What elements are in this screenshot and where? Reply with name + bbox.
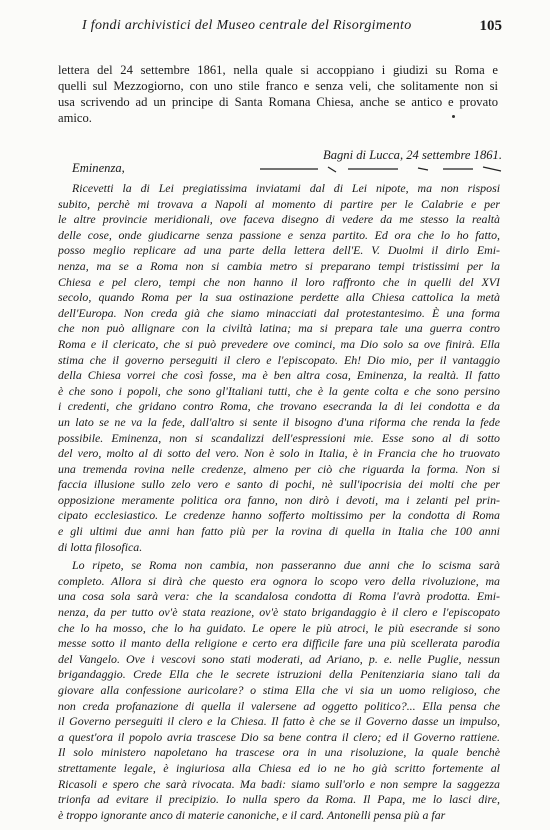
letter-line: i credenti, che gridano contro Roma, che trovano esecranda la di lei condotta e da — [58, 399, 500, 414]
intro-paragraph — [58, 62, 498, 126]
letter-line: che lo ha mosso, che lo ha guidato. Le opere le più atroci, le più esecrande si sono — [58, 620, 500, 635]
letter-line: opposizione meramente politica ora fanno, non dirò i devoti, ma i zelanti pel prin- — [58, 492, 500, 507]
intro-line: amico. — [58, 111, 92, 125]
letter-paragraph-2 — [58, 558, 500, 823]
intro-line: quelli sul Mezzogiorno, con uno stile franco e senza veli, che solitamente non si — [58, 79, 498, 93]
letter-line: il Governo perseguiti il clero e la Chiesa. Il fatto è che se il Governo dasse un impulso, — [58, 714, 500, 729]
letter-line: non creda profanazione di quella il valersene ad oggetto politico?... Ella pensa che — [58, 698, 500, 713]
letter-line: Il solo ministero napoletano ha trascese ora in una risoluzione, la quale benchè — [58, 745, 500, 760]
letter-line: posso meglio replicare ad una parte della lettera dell'E. V. Duolmi il dirlo Emi- — [58, 243, 500, 258]
letter-line: messe sotto il manto della religione e certo era difficile fare una più scellerata parodia — [58, 636, 500, 651]
letter-line: di lotta filosofica. — [58, 539, 143, 554]
letter-line: strettamente legale, è ingiuriosa alla Chiesa ed io ne ho già scritto fortemente al — [58, 760, 500, 775]
letter-salutation: Eminenza, — [72, 161, 125, 175]
letter-line: Roma e il clericato, che si può prevedere ove cominci, ma Dio solo sa ove finirà. Ella — [58, 336, 500, 351]
letter-line: è che sono i popoli, che sono gl'Italiani tutti, che è la gente colta e che sono persino — [58, 383, 500, 398]
page-header — [58, 18, 502, 38]
letter-line: Ricevetti la di Lei pregiatissima inviatami dal di Lei nipote, ma non risposi — [72, 181, 500, 195]
letter-line: e gli ultimi due anni han fatto più per la rovina di quella in Italia che 100 anni — [58, 524, 500, 539]
letter-line: le altre provincie meridionali, ove faceva disegno di vedere da me stesso la realtà — [58, 212, 500, 227]
running-head: I fondi archivistici del Museo centrale del Risorgimento — [82, 18, 412, 33]
letter-body — [58, 181, 500, 823]
intro-line: lettera del 24 settembre 1861, nella quale si accoppiano i giudizi su Roma e — [58, 63, 498, 77]
letter-line: brigandaggio. Crede Ella che le secrete istruzioni della Penitenziaria siano tali da — [58, 667, 500, 682]
letter-line: completo. Allora si dirà che questo era ognora lo scopo vero della rivoluzione, ma — [58, 573, 500, 588]
letter-line: subito, perchè mi trovava a Napoli al momento di partire per le Calabrie e per — [58, 196, 500, 211]
letter-line: delle cose, onde giudicarne senza passione e senza partito. Ed ora che lo ho fatto, — [58, 227, 500, 242]
letter-line: possibile. Eminenza, non si scandalizzi dell'espressioni mie. Esse sono al di sotto — [58, 430, 500, 445]
letter-line: nenza, da per tutto ov'è stata reazione, ov'è stato brigandaggio è il clero e l'episcopato — [58, 605, 500, 620]
letter-line: faccia illusione sullo zelo vero e santo di pochi, nè sull'ipocrisia dei molti che per — [58, 477, 500, 492]
letter-line: Chiesa e pel clero, tempi che non hanno il loro raffronto che in quelli del XVI — [58, 274, 500, 289]
letter-line: Lo ripeto, se Roma non cambia, non passeranno due anni che lo scisma sarà — [72, 558, 500, 573]
intro-line: usa scrivendo ad un principe di Santa Romana Chiesa, anche se antico e provato — [58, 95, 498, 109]
letter-line: stima che il governo perseguiti il clero e l'episcopato. Eh! Dio mio, per il vantaggio — [58, 352, 500, 367]
letter-line: una tremenda rovina nelle credenze, almeno per ciò che riguarda la forma. Non si — [58, 461, 500, 476]
letter-line: giovare alla confessione auricolare? o stima Ella che vi sia un uomo religioso, che — [58, 683, 500, 697]
handwritten-strike-mark — [258, 164, 503, 174]
letter-place-date: Bagni di Lucca, 24 settembre 1861. — [323, 148, 502, 162]
letter-line: una cosa sola sarà vera: che la scandalosa condotta di Roma l'avrà prodotta. Emi- — [58, 589, 500, 604]
letter-line: Ricasoli e spero che sarà rivocata. Ma badi: siamo sull'orlo e non sempre la saggezza — [58, 776, 500, 791]
letter-line: cipato ecclesiastico. Le credenze hanno sofferto moltissimo per la condotta di Roma — [58, 508, 500, 523]
letter-line: nenza, ma se a Roma non si cambia metro si preparano tempi tristissimi per la — [58, 258, 500, 273]
letter-line: del vero, molto al di sotto del vero. Non è solo in Italia, è in Francia che ho truovato — [58, 446, 500, 461]
letter-line: che non può allignare con la civiltà latina; ma si prepara tale una guerra contro — [58, 321, 500, 336]
letter-line: della Chiesa vorrei che così fosse, ma è ben altra cosa, Eminenza, la realtà. Il fatto — [58, 368, 500, 383]
letter-line: del Vangelo. Ove i vescovi sono stati moderati, ad Ariano, p. e. nelle Puglie, nessun — [58, 651, 500, 666]
letter-line: dell'Europa. Non creda già che siamo minacciati dal protestantesimo. È una forma — [58, 305, 500, 320]
letter-paragraph-1 — [58, 181, 500, 555]
page-number: 105 — [479, 18, 502, 34]
stray-mark — [452, 115, 455, 118]
letter-line: è troppo ignorante anco di materie canoniche, e il card. Antonelli pensa più a far — [58, 807, 446, 822]
letter-line: secolo, quando Roma per la sua ostinazione perdette alla Chiesa cattolica la metà — [58, 290, 500, 305]
letter-line: un lato se ne va la fede, dall'altro si sente il bisogno d'una riforma che renda la fede — [58, 414, 500, 429]
letter-line: a quest'ora il popolo avria trascese Dio sa bene contra il clero; ed il Governo rattiene. — [58, 729, 500, 744]
letter-line: trionfa ad evitare il precipizio. Io nulla spero da Roma. Il Papa, me lo lasci dire, — [58, 792, 500, 807]
